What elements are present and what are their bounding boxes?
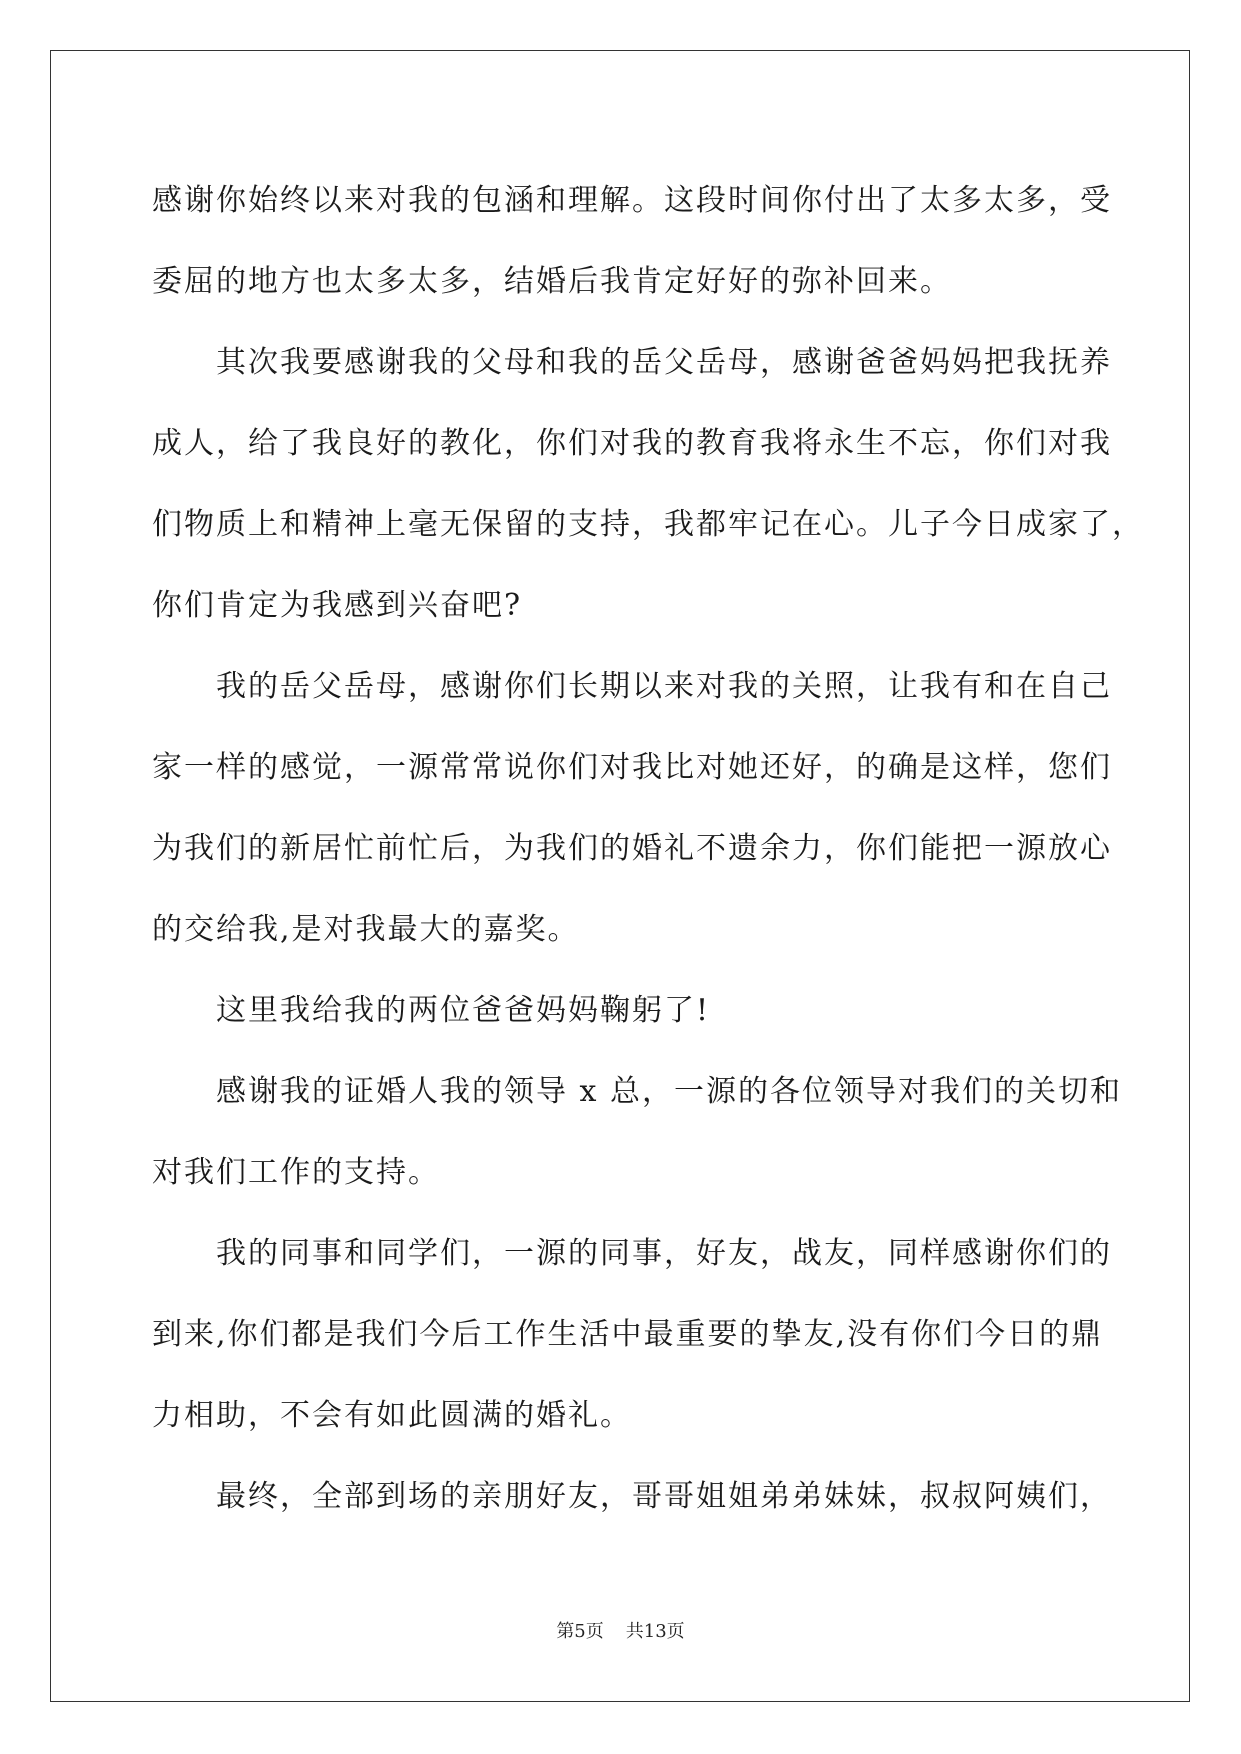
text-line: 最终，全部到场的亲朋好友，哥哥姐姐弟弟妹妹，叔叔阿姨们， [216,1479,1112,1514]
page-number: 第5页 [556,1621,604,1642]
text-line: 成人，给了我良好的教化，你们对我的教育我将永生不忘，你们对我 [152,426,1112,461]
paragraph [152,970,1092,1051]
text-line: 委屈的地方也太多太多，结婚后我肯定好好的弥补回来。 [152,264,952,299]
page-total: 共13页 [625,1621,685,1642]
text-line: 到来,你们都是我们今后工作生活中最重要的挚友,没有你们今日的鼎 [152,1317,1104,1352]
paragraph-continuation [152,1294,1104,1456]
paragraph-continuation [152,727,1112,970]
paragraph [152,322,1112,403]
text-line: 你们肯定为我感到兴奋吧? [152,588,523,623]
paragraph-continuation [152,403,1144,646]
text-line: 感谢你始终以来对我的包涵和理解。这段时间你付出了太多太多，受 [152,183,1112,218]
paragraph [152,1456,1112,1537]
text-line: 感谢我的证婚人我的领导 x 总，一源的各位领导对我们的关切和 [216,1074,1122,1109]
text-line: 家一样的感觉，一源常常说你们对我比对她还好，的确是这样，您们 [152,750,1112,785]
text-line: 力相助，不会有如此圆满的婚礼。 [152,1398,632,1433]
paragraph [152,1213,1112,1294]
text-line: 的交给我,是对我最大的嘉奖。 [152,912,580,947]
page-footer [0,1620,1241,1644]
text-line: 这里我给我的两位爸爸妈妈鞠躬了! [216,993,711,1028]
text-line: 我的岳父岳母，感谢你们长期以来对我的关照，让我有和在自己 [216,669,1112,704]
paragraph [152,160,1112,322]
paragraph [152,646,1112,727]
text-line: 其次我要感谢我的父母和我的岳父岳母，感谢爸爸妈妈把我抚养 [216,345,1112,380]
text-line: 为我们的新居忙前忙后，为我们的婚礼不遗余力，你们能把一源放心 [152,831,1112,866]
paragraph [152,1051,1122,1132]
paragraph-continuation [152,1132,1092,1213]
text-line: 对我们工作的支持。 [152,1155,440,1190]
text-line: 我的同事和同学们，一源的同事，好友，战友，同样感谢你们的 [216,1236,1112,1271]
text-line: 们物质上和精神上毫无保留的支持，我都牢记在心。儿子今日成家了， [152,507,1144,542]
document-body [152,160,1144,1537]
